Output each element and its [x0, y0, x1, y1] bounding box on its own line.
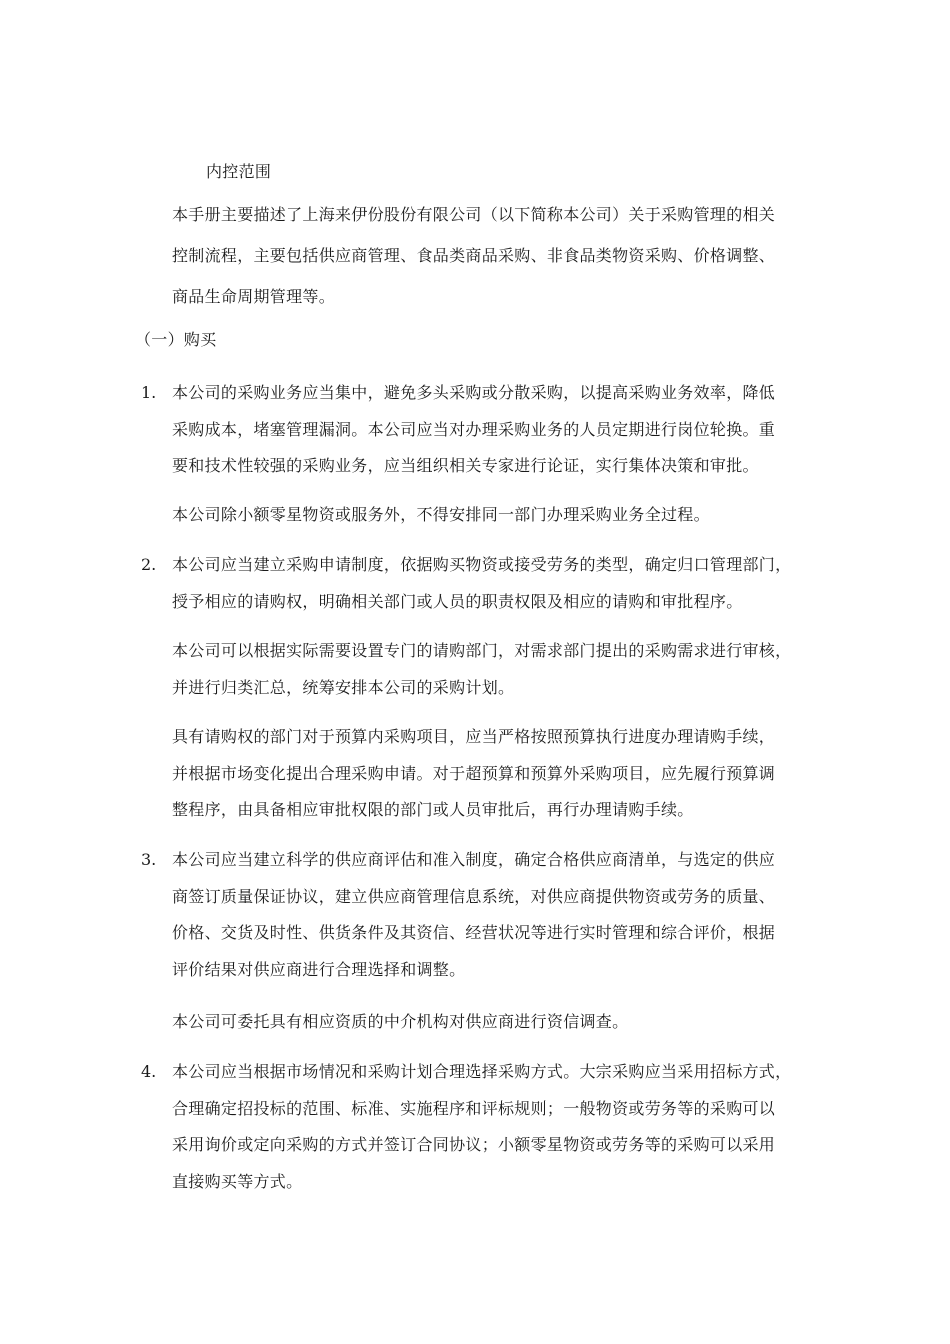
list-item-line: 本公司应当建立科学的供应商评估和准入制度，确定合格供应商清单，与选定的供应	[172, 850, 776, 869]
list-item-line: 授予相应的请购权，明确相关部门或人员的职责权限及相应的请购和审批程序。	[172, 592, 743, 611]
paragraph-line: 具有请购权的部门对于预算内采购项目，应当严格按照预算执行进度办理请购手续，	[172, 727, 776, 746]
paragraph-line: 并根据市场变化提出合理采购申请。对于超预算和预算外采购项目，应先履行预算调	[172, 764, 776, 783]
list-item-line: 评价结果对供应商进行合理选择和调整。	[172, 960, 466, 979]
list-number: 3.	[141, 850, 157, 869]
paragraph-line: 本公司除小额零星物资或服务外，不得安排同一部门办理采购业务全过程。	[172, 505, 710, 524]
list-item-line: 要和技术性较强的采购业务，应当组织相关专家进行论证，实行集体决策和审批。	[172, 456, 759, 475]
subsection-title: （一）购买	[135, 330, 217, 349]
intro-line: 控制流程，主要包括供应商管理、食品类商品采购、非食品类物资采购、价格调整、	[172, 246, 776, 265]
paragraph-line: 整程序，由具备相应审批权限的部门或人员审批后，再行办理请购手续。	[172, 800, 694, 819]
list-number: 1.	[141, 383, 157, 402]
paragraph-line: 并进行归类汇总，统筹安排本公司的采购计划。	[172, 678, 515, 697]
paragraph-line: 本公司可委托具有相应资质的中介机构对供应商进行资信调查。	[172, 1012, 629, 1031]
list-item-line: 直接购买等方式。	[172, 1172, 303, 1191]
section-heading: 内控范围	[206, 162, 272, 181]
paragraph-line: 本公司可以根据实际需要设置专门的请购部门，对需求部门提出的采购需求进行审核，	[172, 641, 792, 660]
list-item-line: 价格、交货及时性、供货条件及其资信、经营状况等进行实时管理和综合评价，根据	[172, 923, 776, 942]
list-item-line: 采用询价或定向采购的方式并签订合同协议；小额零星物资或劳务等的采购可以采用	[172, 1135, 776, 1154]
list-item-line: 本公司的采购业务应当集中，避免多头采购或分散采购，以提高采购业务效率，降低	[172, 383, 776, 402]
list-number: 2.	[141, 555, 157, 574]
list-item-line: 本公司应当根据市场情况和采购计划合理选择采购方式。大宗采购应当采用招标方式，	[172, 1062, 792, 1081]
intro-line: 本手册主要描述了上海来伊份股份有限公司（以下简称本公司）关于采购管理的相关	[172, 205, 776, 224]
list-item-line: 商签订质量保证协议，建立供应商管理信息系统，对供应商提供物资或劳务的质量、	[172, 887, 776, 906]
intro-line: 商品生命周期管理等。	[172, 287, 336, 306]
list-number: 4.	[141, 1062, 157, 1081]
list-item-line: 本公司应当建立采购申请制度，依据购买物资或接受劳务的类型，确定归口管理部门，	[172, 555, 792, 574]
list-item-line: 采购成本，堵塞管理漏洞。本公司应当对办理采购业务的人员定期进行岗位轮换。重	[172, 420, 776, 439]
list-item-line: 合理确定招投标的范围、标准、实施程序和评标规则；一般物资或劳务等的采购可以	[172, 1099, 776, 1118]
